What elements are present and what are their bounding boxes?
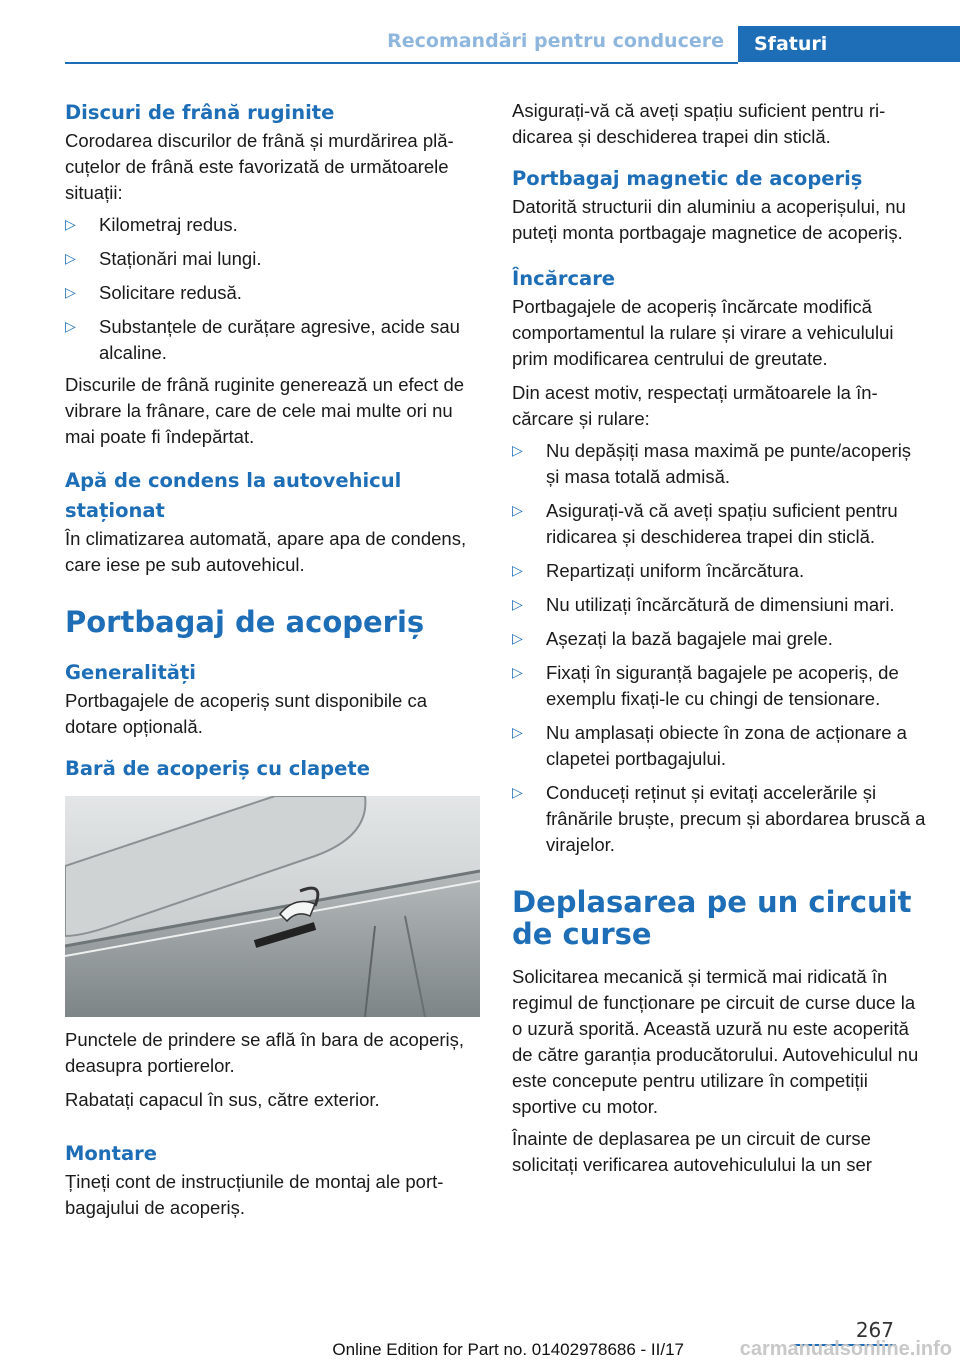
roof-bar-photo — [65, 796, 480, 1017]
roofrack-title: Portbagaj de acoperiș — [65, 605, 425, 639]
right-column — [512, 98, 928, 1178]
bar-text-2: Rabatați capacul în sus, către exterior. — [65, 1089, 380, 1110]
list-item: ▷ Solicitare redusă. — [65, 280, 480, 306]
track-title: Deplasarea pe un circuit de curse — [512, 885, 912, 951]
left-column — [65, 98, 480, 1221]
general-text: Portbagajele de acoperiș sunt disponibile ca dotare opțională. — [65, 690, 428, 737]
page-number: 267 — [855, 1318, 894, 1342]
load-text-2: Din acest motiv, respectați următoarele la încărcare și rulare: — [512, 382, 878, 429]
bullet-icon: ▷ — [512, 785, 523, 801]
list-item: ▷ Fixați în siguranță bagajele pe acoperiș, de exemplu fixați-le cu chingi de tensionare. — [512, 662, 899, 709]
list-item: ▷ Staționări mai lungi. — [65, 246, 480, 272]
bar-text-1: Punctele de prindere se află în bara de acoperiș, deasupra portierelor. — [65, 1029, 465, 1076]
list-item: ▷ Conduceți reținut și evitați accelerările și frânările bruște, precum și abordarea bruscă a virajelor. — [512, 782, 926, 855]
rust-intro: Corodarea discurilor de frână și murdărirea plăcuțelor de frână este favorizată de următoarele situații: — [65, 130, 454, 203]
list-item: ▷ Kilometraj redus. — [65, 212, 480, 238]
mount-text: Țineți cont de instrucțiunile de montaj ale portbagajului de acoperiș. — [65, 1171, 444, 1218]
bar-heading: Bară de acoperiș cu clapete — [65, 757, 370, 780]
rust-list — [65, 212, 480, 366]
bullet-icon: ▷ — [65, 251, 76, 267]
section-title: Recomandări pentru conducere — [387, 30, 724, 52]
bullet-icon: ▷ — [512, 443, 523, 459]
bullet-icon: ▷ — [512, 563, 523, 579]
bullet-icon: ▷ — [65, 319, 76, 335]
condens-heading: Apă de condens la autovehicul staționat — [65, 469, 402, 522]
load-heading: Încărcare — [512, 267, 616, 290]
load-text-1: Portbagajele de acoperiș încărcate modifică comportamentul la rulare și virare a vehiculului prim modificarea centrului de greutate. — [512, 296, 894, 369]
list-item: ▷ Substanțele de curățare agresive, acide sau alcaline. — [65, 316, 460, 363]
page-footer — [0, 1318, 960, 1358]
bullet-icon: ▷ — [512, 597, 523, 613]
space-text: Asigurați-vă că aveți spațiu suficient pentru ridicarea și deschiderea trapei din sticlă. — [512, 100, 886, 147]
chapter-tab: Sfaturi — [738, 26, 960, 62]
rust-heading: Discuri de frână ruginite — [65, 101, 335, 124]
magnetic-text: Datorită structurii din aluminiu a acoperișului, nu puteți monta portbagaje magnetice de acoperiș. — [512, 196, 906, 243]
page-header — [0, 26, 960, 62]
rust-outro: Discurile de frână ruginite generează un efect de vibrare la frânare, care de cele mai multe ori nu mai poate fi îndepărtat. — [65, 374, 465, 447]
list-item: ▷ Asigurați-vă că aveți spațiu suficient pentru ridicarea și deschiderea trapei din sticlă. — [512, 500, 898, 547]
condens-text: În climatizarea automată, apare apa de condens, care iese pe sub autovehicul. — [65, 528, 467, 575]
list-item: ▷ Nu utilizați încărcătură de dimensiuni mari. — [512, 592, 928, 618]
roof-illustration — [65, 796, 480, 1017]
magnetic-heading: Portbagaj magnetic de acoperiș — [512, 167, 863, 190]
mount-heading: Montare — [65, 1142, 158, 1165]
header-rule — [65, 62, 738, 64]
list-item: ▷ Nu depășiți masa maximă pe punte/acoperiș și masa totală admisă. — [512, 440, 912, 487]
watermark: carmanualsonline.info — [739, 1338, 952, 1360]
list-item: ▷ Repartizați uniform încărcătura. — [512, 558, 928, 584]
general-heading: Generalități — [65, 661, 196, 684]
edition-note: Online Edition for Part no. 01402978686 - II/17 — [332, 1340, 684, 1359]
bullet-icon: ▷ — [512, 503, 523, 519]
track-text-1: Solicitarea mecanică și termică mai ridicată în regimul de funcționare pe circuit de curse duce la o uzură sporită. Această uzură nu este acoperită de către garanția producătorului. Autovehiculul nu este concepute pentru utilizare în competiții sportive cu motor. — [512, 966, 919, 1117]
bullet-icon: ▷ — [65, 217, 76, 233]
bullet-icon: ▷ — [512, 665, 523, 681]
list-item: ▷ Nu amplasați obiecte în zona de acționare a clapetei portbagajului. — [512, 722, 907, 769]
track-text-2: Înainte de deplasarea pe un circuit de curse solicitați verificarea autovehiculului la un ser — [512, 1128, 872, 1175]
bullet-icon: ▷ — [65, 285, 76, 301]
bullet-icon: ▷ — [512, 631, 523, 647]
load-list — [512, 438, 928, 858]
list-item: ▷ Așezați la bază bagajele mai grele. — [512, 626, 928, 652]
bullet-icon: ▷ — [512, 725, 523, 741]
